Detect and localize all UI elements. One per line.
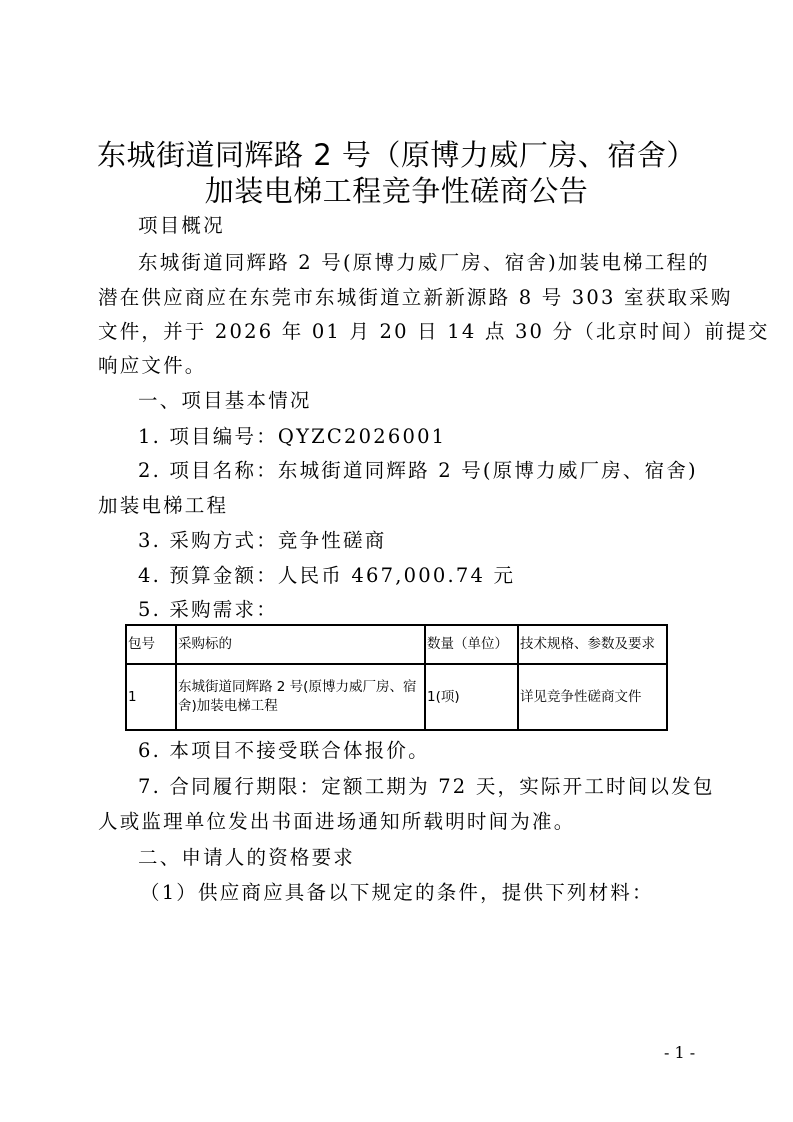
table-header-spec: 技术规格、参数及要求 <box>518 625 667 664</box>
section2-heading: 二、申请人的资格要求 <box>138 846 356 869</box>
table-header-item: 采购标的 <box>176 625 425 664</box>
document-title-line2: 加装电梯工程竞争性磋商公告 <box>204 174 589 208</box>
document-title-line1: 东城街道同辉路 2 号（原博力威厂房、宿舍） <box>97 138 696 172</box>
table-header-package: 包号 <box>126 625 176 664</box>
section2-item1: （1）供应商应具备以下规定的条件，提供下列材料： <box>140 881 654 904</box>
table-header-quantity: 数量（单位） <box>425 625 518 664</box>
requirements-table <box>125 624 668 731</box>
item-no-consortium: 6. 本项目不接受联合体报价。 <box>138 739 430 762</box>
item-budget: 4. 预算金额：人民币 467,000.74 元 <box>138 564 516 587</box>
table-row <box>126 664 667 730</box>
table-header-row <box>126 625 667 664</box>
overview-line-3: 文件，并于 2026 年 01 月 20 日 14 点 30 分（北京时间）前提交 <box>98 320 770 343</box>
item-procurement-method: 3. 采购方式：竞争性磋商 <box>138 529 387 552</box>
overview-line-2: 潜在供应商应在东莞市东城街道立新新源路 8 号 303 室获取采购 <box>98 286 733 309</box>
overview-heading: 项目概况 <box>138 214 225 237</box>
table-cell-spec: 详见竞争性磋商文件 <box>518 664 667 730</box>
table-cell-package: 1 <box>126 664 176 730</box>
overview-line-4: 响应文件。 <box>98 354 207 377</box>
page-number: - 1 - <box>664 1043 696 1062</box>
item-project-name-line2: 加装电梯工程 <box>98 494 229 517</box>
section1-heading: 一、项目基本情况 <box>138 389 312 412</box>
item-project-name-line1: 2. 项目名称：东城街道同辉路 2 号(原博力威厂房、宿舍) <box>138 459 698 482</box>
table-cell-quantity: 1(项) <box>425 664 518 730</box>
table-cell-item: 东城街道同辉路 2 号(原博力威厂房、宿舍)加装电梯工程 <box>176 664 425 730</box>
overview-line-1: 东城街道同辉路 2 号(原博力威厂房、宿舍)加装电梯工程的 <box>138 251 710 274</box>
item-project-number: 1. 项目编号：QYZC2026001 <box>138 425 447 448</box>
item-contract-period-line1: 7. 合同履行期限：定额工期为 72 天，实际开工时间以发包 <box>138 775 715 798</box>
item-contract-period-line2: 人或监理单位发出书面进场通知所载明时间为准。 <box>98 810 576 833</box>
item-requirements: 5. 采购需求： <box>138 598 278 621</box>
